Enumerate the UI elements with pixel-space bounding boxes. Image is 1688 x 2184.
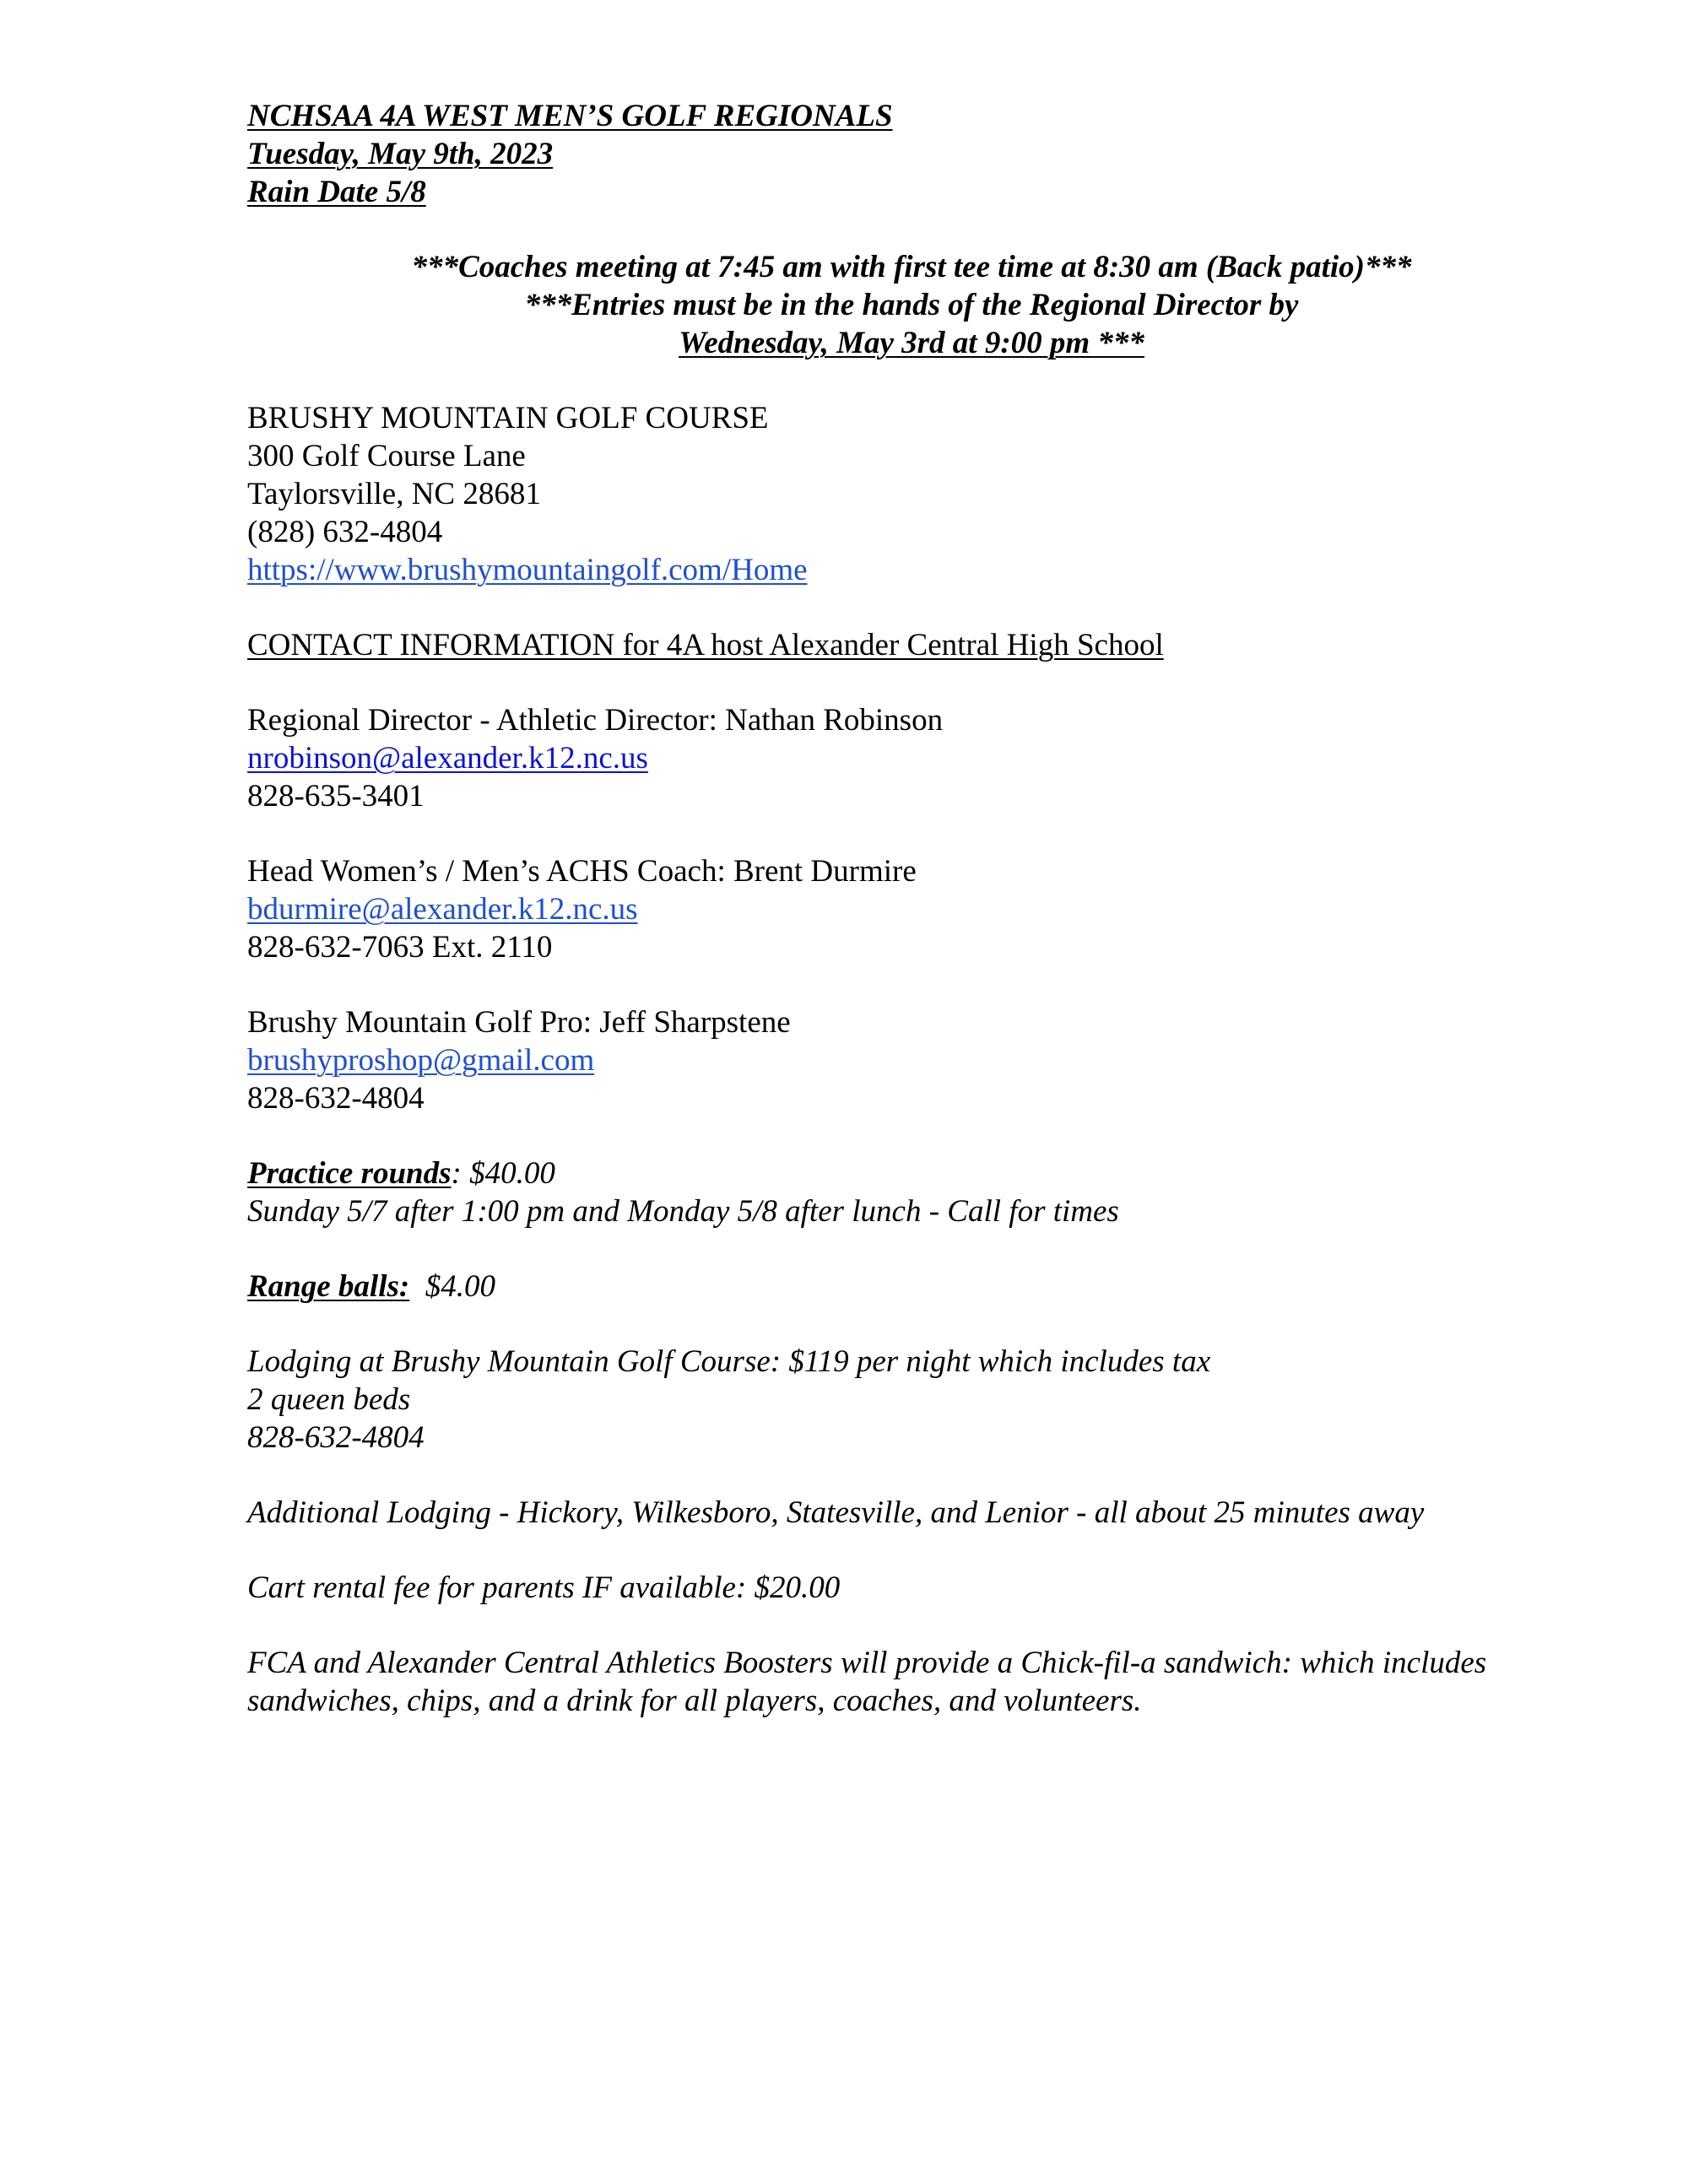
contact-director-phone: 828-635-3401 bbox=[247, 779, 425, 814]
contact-director-name: Regional Director - Athletic Director: Nathan Robinson bbox=[247, 703, 944, 738]
range-balls-label: Range balls: bbox=[247, 1269, 410, 1304]
additional-lodging: Additional Lodging - Hickory, Wilkesboro, Statesville, and Lenior - all about 25 minutes away bbox=[247, 1495, 1425, 1530]
venue-phone: (828) 632-4804 bbox=[247, 515, 443, 549]
range-balls-price: $4.00 bbox=[409, 1269, 495, 1304]
entries-notice-line1: ***Entries must be in the hands of the Regional Director by bbox=[524, 288, 1299, 322]
lodging-phone: 828-632-4804 bbox=[247, 1420, 425, 1455]
food-notice: FCA and Alexander Central Athletics Boosters will provide a Chick-fil-a sandwich: which includes sandwiches, chips, and a drink for all players, coaches, and volunteers. bbox=[247, 1646, 1487, 1718]
range-balls-line bbox=[247, 1268, 495, 1306]
contact-heading: CONTACT INFORMATION for 4A host Alexander Central High School bbox=[247, 628, 1164, 662]
contact-coach-phone: 828-632-7063 Ext. 2110 bbox=[247, 930, 553, 965]
contact-pro-phone: 828-632-4804 bbox=[247, 1081, 425, 1116]
venue-website-link[interactable]: https://www.brushymountaingolf.com/Home bbox=[247, 553, 808, 587]
practice-rounds-line bbox=[247, 1154, 555, 1192]
event-date: Tuesday, May 9th, 2023 bbox=[247, 137, 554, 171]
entries-notice-line2: Wednesday, May 3rd at 9:00 pm *** bbox=[679, 326, 1144, 360]
lodging-line2: 2 queen beds bbox=[247, 1382, 411, 1417]
contact-pro-email-link[interactable]: brushyproshop@gmail.com bbox=[247, 1043, 595, 1078]
venue-name: BRUSHY MOUNTAIN GOLF COURSE bbox=[247, 401, 769, 435]
rain-date: Rain Date 5/8 bbox=[247, 175, 426, 209]
contact-coach-email-link[interactable]: bdurmire@alexander.k12.nc.us bbox=[247, 892, 638, 927]
lodging-line1: Lodging at Brushy Mountain Golf Course: $119 per night which includes tax bbox=[247, 1344, 1211, 1379]
contact-pro-name: Brushy Mountain Golf Pro: Jeff Sharpstene bbox=[247, 1005, 791, 1040]
venue-street: 300 Golf Course Lane bbox=[247, 439, 526, 473]
practice-rounds-label: Practice rounds bbox=[247, 1156, 452, 1191]
contact-director-email-link[interactable]: nrobinson@alexander.k12.nc.us bbox=[247, 741, 648, 776]
practice-rounds-price: : $40.00 bbox=[451, 1156, 555, 1191]
event-title: NCHSAA 4A WEST MEN’S GOLF REGIONALS bbox=[247, 99, 893, 133]
contact-coach-name: Head Women’s / Men’s ACHS Coach: Brent Durmire bbox=[247, 854, 917, 889]
cart-rental-fee: Cart rental fee for parents IF available: $20.00 bbox=[247, 1570, 841, 1605]
practice-rounds-times: Sunday 5/7 after 1:00 pm and Monday 5/8 after lunch - Call for times bbox=[247, 1194, 1119, 1229]
venue-city: Taylorsville, NC 28681 bbox=[247, 477, 541, 511]
coaches-meeting-notice: ***Coaches meeting at 7:45 am with first tee time at 8:30 am (Back patio)*** bbox=[411, 250, 1412, 284]
